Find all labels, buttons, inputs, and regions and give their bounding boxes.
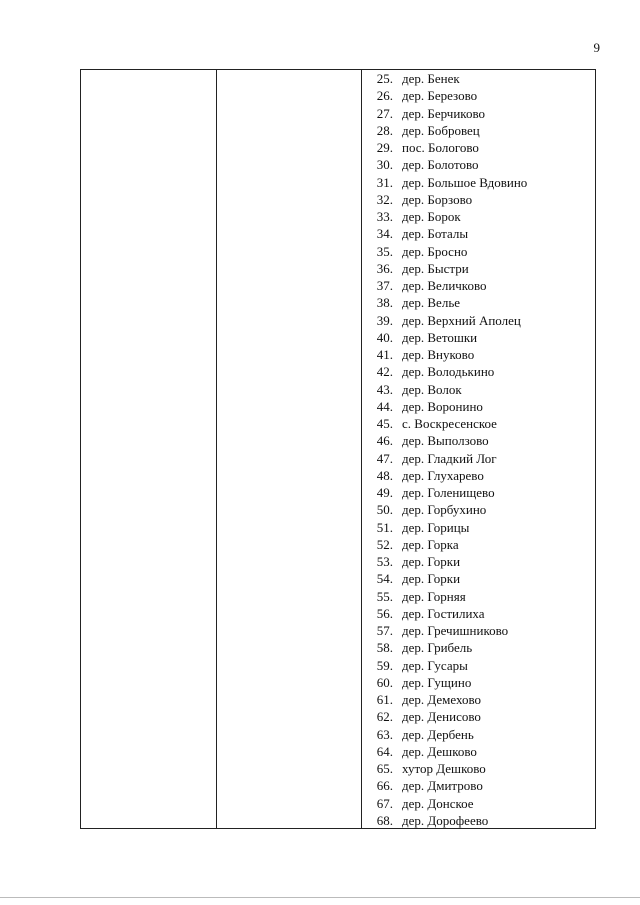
settlement-number: 29. <box>376 140 393 155</box>
settlement-name: дер. Володькино <box>402 364 495 380</box>
settlement-name: дер. Воронино <box>402 398 483 414</box>
settlements-table <box>80 69 596 829</box>
settlement-name: дер. Глухарево <box>402 467 484 483</box>
settlement-row <box>362 795 596 812</box>
settlement-row <box>362 777 596 794</box>
settlement-number: 61. <box>376 692 393 707</box>
settlement-row <box>362 174 596 191</box>
settlement-name: дер. Грибель <box>402 640 473 656</box>
settlement-name: дер. Гречишниково <box>402 623 509 638</box>
settlement-row <box>362 105 596 122</box>
settlement-row <box>362 570 596 587</box>
settlement-row <box>362 605 596 622</box>
settlement-name: дер. Волок <box>402 381 462 397</box>
settlement-number: 63. <box>376 726 393 742</box>
settlement-name: дер. Бенек <box>402 71 460 86</box>
settlement-name: дер. Быстри <box>402 260 469 276</box>
settlement-number: 59. <box>376 657 393 673</box>
settlement-name: дер. Гусары <box>402 657 468 673</box>
settlement-name: дер. Выползово <box>402 433 489 449</box>
settlement-name: дер. Дорофеево <box>402 812 489 828</box>
settlement-name: дер. Горняя <box>402 588 466 604</box>
settlement-number: 42. <box>376 364 393 380</box>
settlement-name: дер. Внуково <box>402 347 475 362</box>
settlement-name: дер. Борок <box>402 209 461 224</box>
settlement-number: 57. <box>376 623 393 638</box>
settlement-number: 28. <box>376 122 393 138</box>
settlement-name: дер. Демехово <box>402 692 482 707</box>
settlement-row <box>362 415 596 432</box>
settlement-row <box>362 622 596 639</box>
settlement-number: 43. <box>376 381 393 397</box>
settlement-name: дер. Гладкий Лог <box>402 450 497 466</box>
settlement-number: 52. <box>376 536 393 552</box>
settlement-row <box>362 294 596 311</box>
settlement-number: 41. <box>376 347 393 362</box>
settlement-row <box>362 208 596 225</box>
settlement-row <box>362 122 596 139</box>
settlement-number: 55. <box>376 588 393 604</box>
settlement-row <box>362 708 596 725</box>
settlement-number: 56. <box>376 605 393 621</box>
settlement-row <box>362 691 596 708</box>
settlement-number: 32. <box>376 191 393 207</box>
settlement-number: 48. <box>376 467 393 483</box>
settlement-number: 68. <box>376 812 393 828</box>
settlement-name: дер. Боталы <box>402 226 469 242</box>
settlement-number: 64. <box>376 743 393 759</box>
settlement-name: дер. Голенищево <box>402 485 495 500</box>
settlement-name: дер. Ветошки <box>402 329 478 345</box>
settlement-name: дер. Велье <box>402 295 461 311</box>
settlement-row <box>362 243 596 260</box>
settlement-name: дер. Бобровец <box>402 122 480 138</box>
settlement-number: 65. <box>376 761 393 776</box>
settlement-row <box>362 191 596 208</box>
settlement-name: дер. Болотово <box>402 157 479 173</box>
settlement-row <box>362 225 596 242</box>
settlement-name: дер. Горки <box>402 571 461 587</box>
settlement-name: дер. Гущино <box>402 674 472 690</box>
settlement-row <box>362 398 596 415</box>
settlement-number: 66. <box>376 778 393 794</box>
settlement-name: дер. Денисово <box>402 709 481 725</box>
settlement-number: 51. <box>376 519 393 535</box>
settlement-row <box>362 501 596 518</box>
settlement-number: 31. <box>376 174 393 190</box>
settlement-row <box>362 70 596 87</box>
settlement-number: 53. <box>376 554 393 569</box>
page-bottom-rule <box>0 897 640 898</box>
settlement-number: 34. <box>376 226 393 242</box>
page-number: 9 <box>593 40 600 55</box>
settlement-row <box>362 312 596 329</box>
settlement-name: дер. Бросно <box>402 243 468 259</box>
settlement-number: 25. <box>376 71 393 86</box>
settlement-row <box>362 484 596 501</box>
settlement-row <box>362 553 596 570</box>
settlement-name: дер. Горки <box>402 554 461 569</box>
settlement-number: 30. <box>376 157 393 173</box>
settlement-number: 67. <box>376 795 393 811</box>
settlement-number: 47. <box>376 450 393 466</box>
settlement-name: дер. Горицы <box>402 519 470 535</box>
settlement-row <box>362 639 596 656</box>
settlement-number: 58. <box>376 640 393 656</box>
settlement-name: дер. Большое Вдовино <box>402 174 528 190</box>
settlement-list <box>362 70 596 829</box>
settlement-row <box>362 450 596 467</box>
settlement-name: дер. Берчиково <box>402 105 485 121</box>
settlement-number: 60. <box>376 674 393 690</box>
settlement-name: дер. Дмитрово <box>402 778 483 794</box>
settlement-row <box>362 536 596 553</box>
settlement-row <box>362 588 596 605</box>
settlement-row <box>362 329 596 346</box>
settlement-name: дер. Дешково <box>402 743 477 759</box>
settlement-row <box>362 760 596 777</box>
settlement-name: дер. Величково <box>402 278 487 293</box>
settlement-number: 38. <box>376 295 393 311</box>
settlement-number: 39. <box>376 312 393 328</box>
settlement-name: дер. Горбухино <box>402 502 487 518</box>
settlement-number: 50. <box>376 502 393 518</box>
settlement-row <box>362 432 596 449</box>
settlement-row <box>362 674 596 691</box>
settlement-number: 46. <box>376 433 393 449</box>
settlement-row <box>362 381 596 398</box>
settlement-number: 33. <box>376 209 393 224</box>
settlement-row <box>362 812 596 829</box>
settlement-row <box>362 657 596 674</box>
settlement-name: пос. Бологово <box>402 140 479 155</box>
settlement-name: дер. Верхний Аполец <box>402 312 521 328</box>
settlement-row <box>362 743 596 760</box>
settlement-number: 40. <box>376 329 393 345</box>
settlement-row <box>362 726 596 743</box>
settlement-number: 45. <box>376 416 393 431</box>
settlement-number: 36. <box>376 260 393 276</box>
column-divider <box>216 70 217 828</box>
settlement-name: дер. Гостилиха <box>402 605 485 621</box>
settlement-row <box>362 346 596 363</box>
settlement-name: дер. Дербень <box>402 726 474 742</box>
settlement-name: дер. Донское <box>402 795 474 811</box>
settlement-name: с. Воскресенское <box>402 416 497 431</box>
settlement-name: дер. Борзово <box>402 191 473 207</box>
settlement-row <box>362 467 596 484</box>
settlement-row <box>362 260 596 277</box>
settlement-name: дер. Березово <box>402 88 478 104</box>
settlement-number: 26. <box>376 88 393 104</box>
settlement-row <box>362 139 596 156</box>
settlement-number: 54. <box>376 571 393 587</box>
settlement-name: хутор Дешково <box>402 761 486 776</box>
settlement-name: дер. Горка <box>402 536 459 552</box>
settlement-row <box>362 277 596 294</box>
settlement-number: 49. <box>376 485 393 500</box>
settlement-number: 27. <box>376 105 393 121</box>
settlement-number: 37. <box>376 278 393 293</box>
settlement-row <box>362 156 596 173</box>
settlement-row <box>362 519 596 536</box>
settlement-row <box>362 87 596 104</box>
settlement-number: 62. <box>376 709 393 725</box>
settlement-row <box>362 363 596 380</box>
settlement-number: 35. <box>376 243 393 259</box>
settlement-number: 44. <box>376 398 393 414</box>
